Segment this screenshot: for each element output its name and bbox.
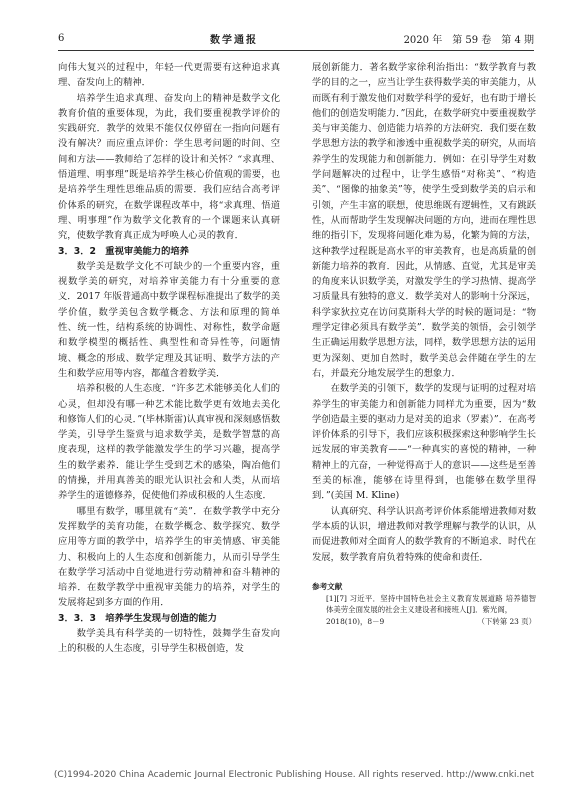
section-heading: 3．3．3 培养学生发现与创造的能力 xyxy=(58,612,217,624)
right-column xyxy=(312,60,536,627)
reference-text: [1][7] 习近平．坚持中国特色社会主义教育发展道路 培养德智体美劳全面发展的社会主义建设者和接班人[J]．紫光阁， xyxy=(326,593,536,615)
copyright-footer: (C)1994-2020 China Academic Journal Electronic Publishing House. All rights reserved. http://www.cnki.net xyxy=(53,770,535,780)
body-paragraph: 数学美是数学文化不可缺少的一个重要内容，重视数学美的研究，对培养审美能力有十分重要的意义．2017 年版普通高中数学课程标准提出了数学的美学价值，数学美包含数学概念、方法和原理的简单性、统一性，结构系统的协调性、对称性，数学命题和数学模型的概括性、典型性和奇异性等，问题情境、概念的形成、数学定理及其证明、数学方法的产生和数学应用等内容，都蕴含着数学美． xyxy=(58,260,280,379)
body-paragraph: 展创新能力．著名数学家徐利治指出：“数学教育与教学的目的之一，应当让学生获得数学美的审美能力，从而既有利于激发他们对数学科学的爱好，也有助于增长他们的创造发明能力．”因此，在数学研究中要重视数学美与审美能力、创造能力培养的方法研究．我们要在数学思想方法的教学和渗透中重视数学美的研究，从而培养学生的发现能力和创新能力．例如：在引导学生对数学问题解决的过程中，让学生感悟“对称美”、“构造美”、“图像的抽象美”等，使学生受到数学美的启示和引领，产生丰富的联想，使思维既有逻辑性，又有跳跃性，从而帮助学生发现解决问题的方向，进而在理性思维的指引下，发现将问题化难为易，化繁为简的方法，这种教学过程既是高水平的审美教育，也是高质量的创新能力培养的教育．因此，从情感、直觉，尤其是审美的角度来认识数学美，对激发学生的学习热情、提高学习质量具有独特的意义．数学美对人的影响十分深远，科学家狄拉克在访问莫斯科大学的时候的题词是：“物理学定律必须具有数学美”．数学美的领悟，会引领学生正确运用数学思想方法，同样，数学思想方法的运用更为深刻、更加自然时，数学美总会伴随在学生的左右，并最充分地发展学生的想象力． xyxy=(312,62,536,379)
header-rule xyxy=(58,50,534,51)
body-paragraph: 哪里有数学，哪里就有“美”．在数学教学中充分发挥数学的美育功能，在数学概念、数学探究、数学应用等方面的教学中，培养学生的审美情感、审美能力、积极向上的人生态度和创新能力，从而引导学生在数学学习活动中自觉地进行劳动精神和奋斗精神的培养．在数学教学中重视审美能力的培养，对学生的发展将起到多方面的作用． xyxy=(58,505,280,609)
reference-pages: 2018(10)，8－9 xyxy=(326,616,385,626)
body-paragraph: 认真研究、科学认识高考评价体系能增进教师对数学本质的认识，增进教师对教学理解与教学的认识，从而促进教师对全面育人的数学教育的不断追求．时代在发展，数学教育肩负着特殊的使命和责任． xyxy=(312,505,536,563)
page-header xyxy=(58,30,534,46)
body-paragraph: 向伟大复兴的过程中，年轻一代更需要有这种追求真理、奋发向上的精神． xyxy=(58,62,280,89)
left-column xyxy=(58,60,280,657)
journal-name: 数学通报 xyxy=(209,34,258,46)
reference-item xyxy=(312,593,536,628)
page-number: 6 xyxy=(58,32,65,44)
body-paragraph: 在数学美的引领下，数学的发现与证明的过程对培养学生的审美能力和创新能力同样尤为重要，因为“数学创造最主要的驱动力是对美的追求（罗素）”．在高考评价体系的引导下，我们应该积极探索这种影响学生长远发展的审美教育——“一种真实的喜悦的精神，一种精神上的亢奋，一种觉得高于人的意识——这些是至善至美的标准，能够在诗里得到，也能够在数学里得到．”(美国 M. Kline) xyxy=(312,383,536,502)
references-title: 参考文献 xyxy=(312,581,343,591)
body-paragraph: 培养学生追求真理、奋发向上的精神是数学文化教育价值的重要体现，为此，我们要重视教学评价的实践研究．教学的效果不能仅仅停留在一指向问题有没有解决？而应重点评价：学生思考问题的时间、空间和方法——教师给了怎样的设计和关怀？“求真理、悟道理、明事理”既是培养学生核心价值观的需要，也是培养学生理性思维品质的需要．我们应结合高考评价体系的研究，在数学课程改革中，将“求真理、悟道理、明事理”作为数学文化教育的一个课题来认真研究，使数学教育真正成为呼唤人心灵的教育． xyxy=(58,92,280,242)
section-heading: 3．3．2 重视审美能力的培养 xyxy=(58,245,189,257)
continued-note: （下转第 23 页） xyxy=(477,616,536,626)
body-paragraph: 培养积极的人生态度．“许多艺术能够美化人们的心灵，但却没有哪一种艺术能比数学更有效地去美化和修饰人们的心灵．”(毕林斯雷)认真审视和深刻感悟数学美，引导学生鉴赏与追求数学美，是数学智慧的高度表现，这样的教学能激发学生的学习兴趣，提高学生的数学素养．能让学生受到艺术的感染，陶冶他们的情操，并用真善美的眼光认识社会和人类，从而培养学生的道德修养，促使他们养成积极的人生态度． xyxy=(58,383,280,502)
body-paragraph: 数学美具有科学美的一切特性，鼓舞学生奋发向上的积极的人生态度，引导学生积极创造，发 xyxy=(58,627,280,655)
issue-info: 2020 年 第 59 卷 第 4 期 xyxy=(403,34,534,46)
